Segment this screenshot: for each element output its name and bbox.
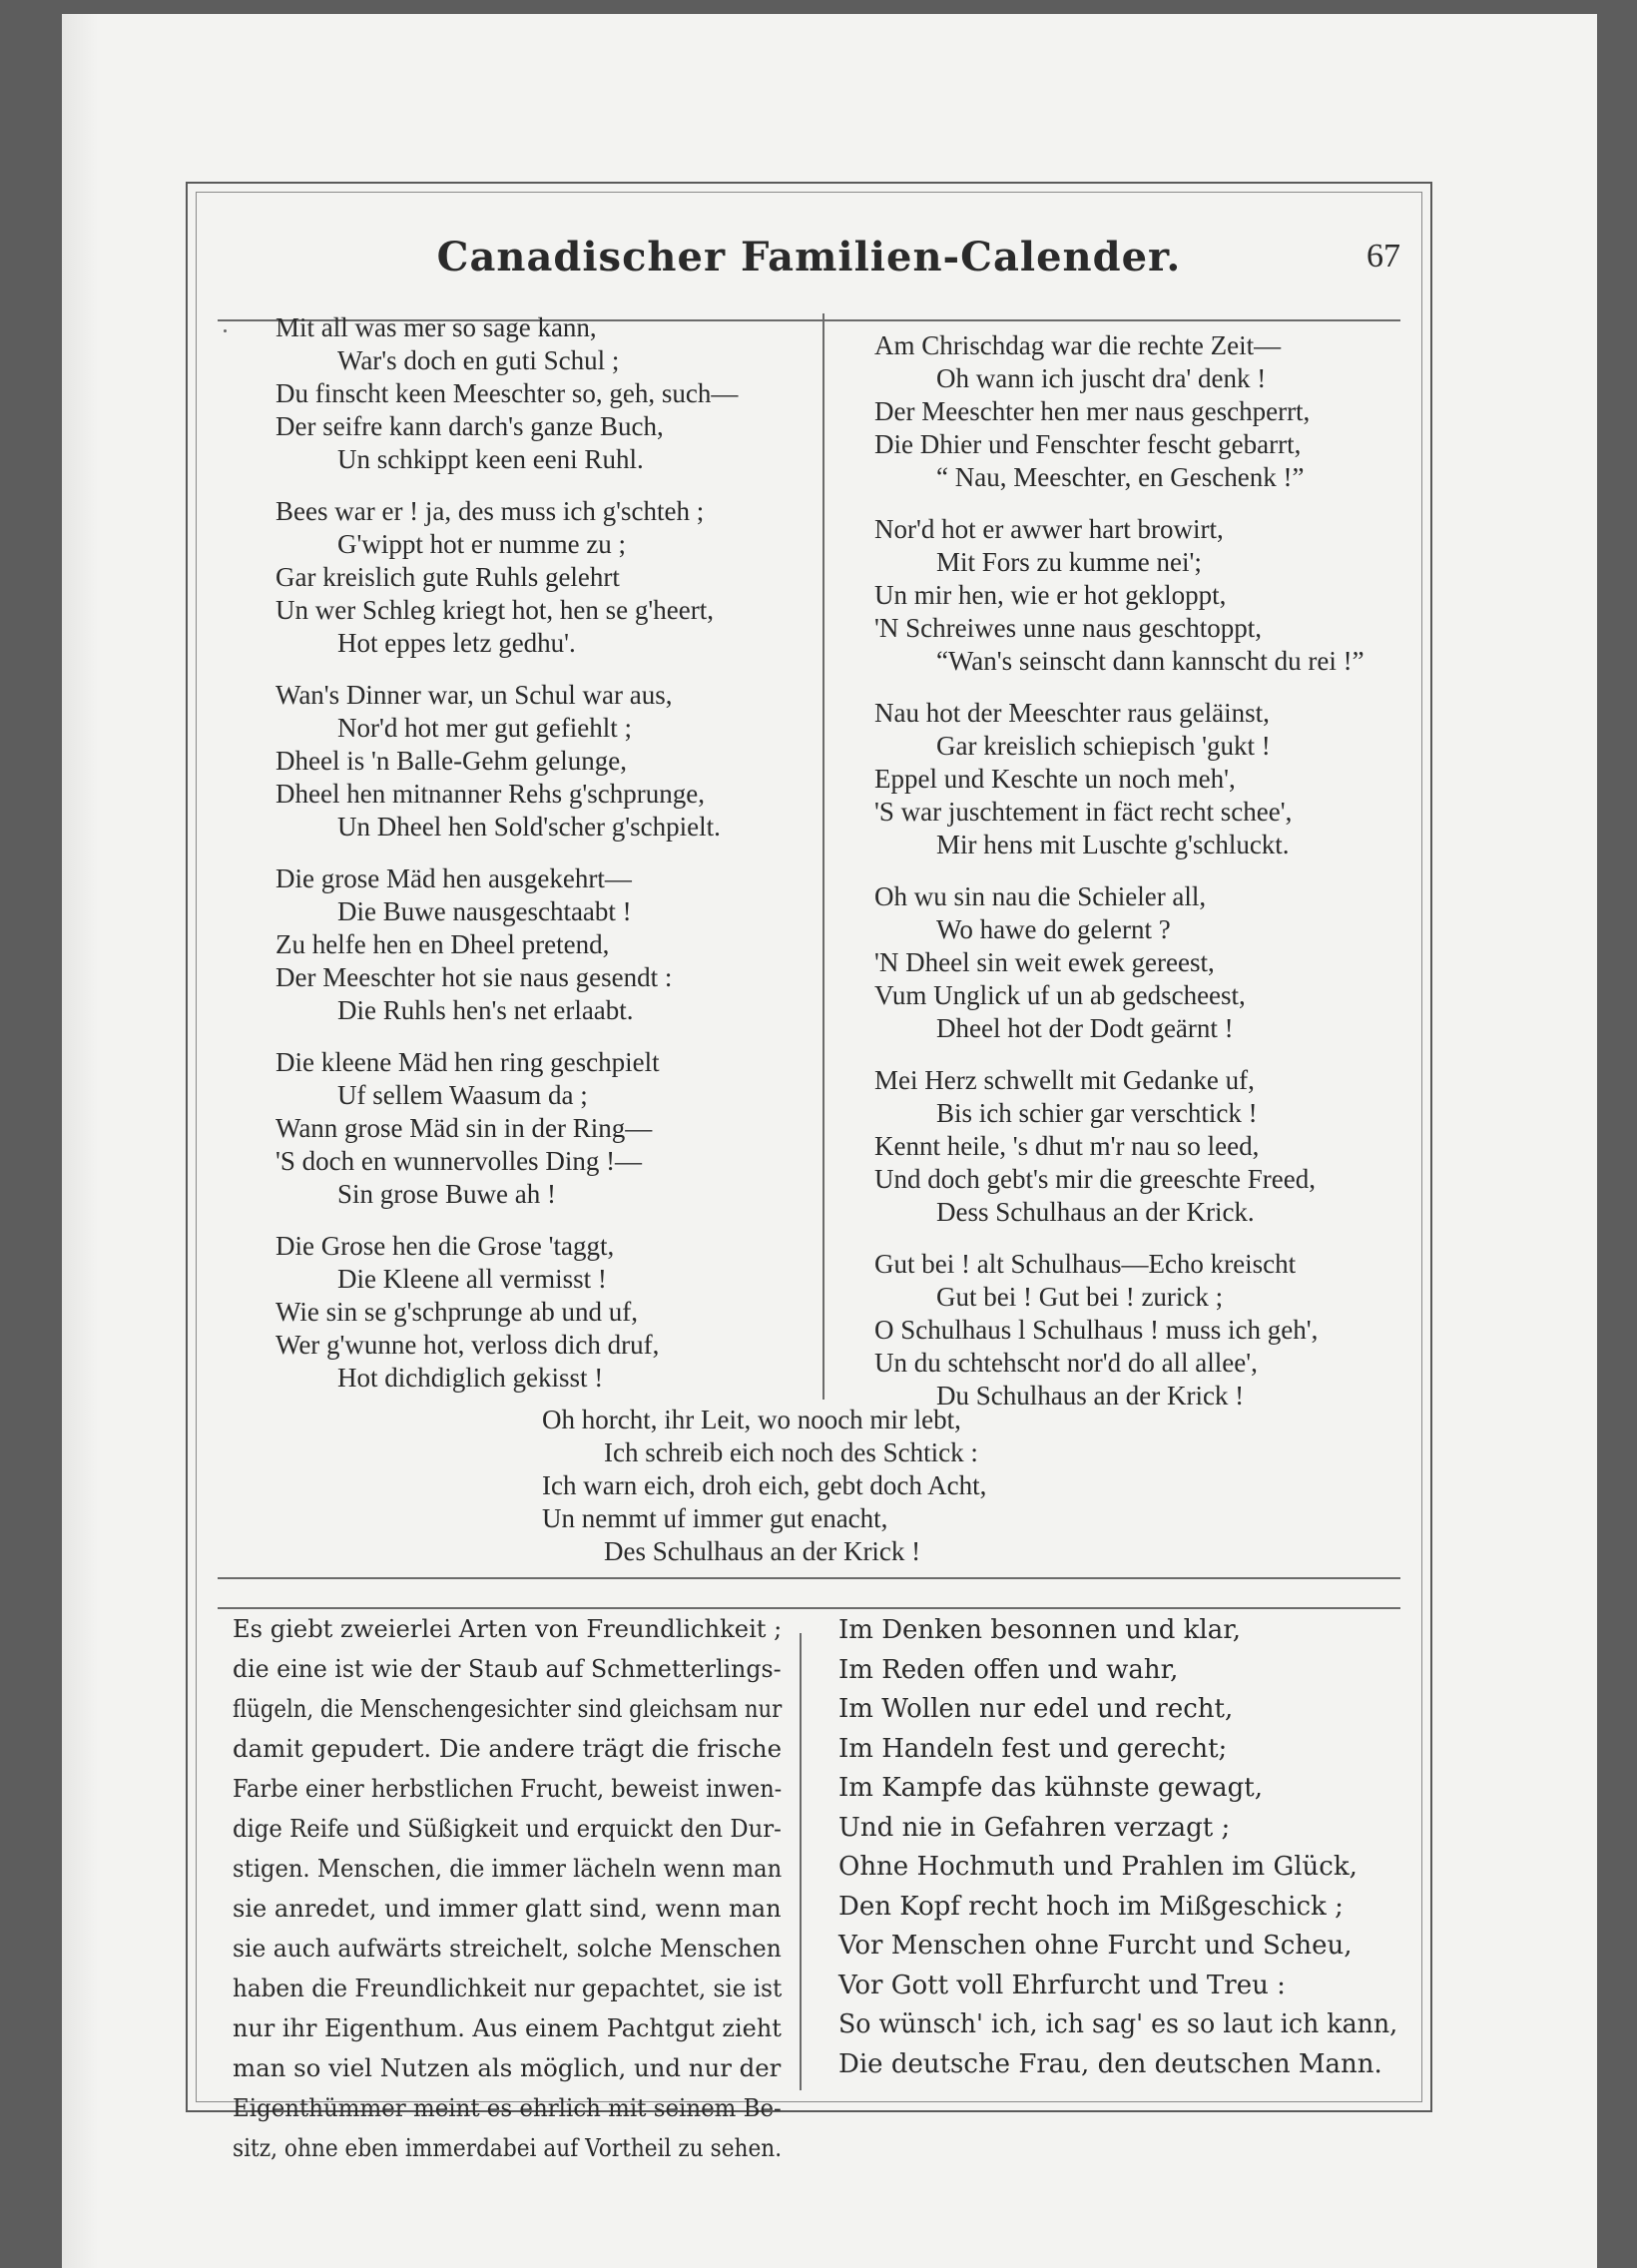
page-number: 67 <box>1366 238 1400 275</box>
poem-line: 'S war juschtement in fäct recht schee', <box>874 797 1293 827</box>
poem-line: Dheel is 'n Balle-Gehm gelunge, <box>275 746 628 776</box>
paragraph-line: flügeln, die Menschengesichter sind gleichsam nur <box>233 1694 783 1723</box>
stanza <box>874 1248 1403 1413</box>
poem-line: Vor Menschen ohne Furcht und Scheu, <box>838 1931 1353 1961</box>
poem-line: Un schkippt keen eeni Ruhl. <box>337 444 644 474</box>
poem-right-column <box>874 329 1403 1431</box>
poem-line: Uf sellem Waasum da ; <box>337 1080 588 1110</box>
poem-line: “ Nau, Meeschter, en Geschenk !” <box>936 462 1305 492</box>
paragraph-line: Farbe einer herbstlichen Frucht, beweist inwen- <box>233 1774 783 1803</box>
poem-line: Ich warn eich, droh eich, gebt doch Acht, <box>542 1470 987 1500</box>
poem-line: Mei Herz schwellt mit Gedanke uf, <box>874 1065 1255 1095</box>
stanza <box>874 697 1403 861</box>
poem-line: Un wer Schleg kriegt hot, hen se g'heert, <box>275 595 714 625</box>
page-border-frame <box>186 182 1432 2162</box>
poem-line: Kennt heile, 's dhut m'r nau so leed, <box>874 1131 1260 1161</box>
poem-line: Im Reden offen und wahr, <box>838 1654 1179 1685</box>
poem-line: Gut bei ! alt Schulhaus—Echo kreischt <box>874 1249 1297 1279</box>
poem-line: War's doch en guti Schul ; <box>337 345 620 375</box>
poem-line: Wan's Dinner war, un Schul war aus, <box>275 680 673 710</box>
poem-line: 'S doch en wunnervolles Ding !— <box>275 1146 643 1176</box>
poem-line: Und nie in Gefahren verzagt ; <box>838 1812 1231 1843</box>
poem-line: Un nemmt uf immer gut enacht, <box>542 1503 888 1533</box>
paragraph-line: man so viel Nutzen als möglich, und nur der <box>233 2053 782 2082</box>
poem-line: O Schulhaus l Schulhaus ! muss ich geh', <box>874 1315 1319 1345</box>
poem-line: Oh wu sin nau die Schieler all, <box>874 881 1207 911</box>
poem-line: Wann grose Mäd sin in der Ring— <box>275 1113 653 1143</box>
bottom-column-divider <box>800 1633 802 2090</box>
stanza <box>275 495 805 660</box>
paragraph-line: Eigenthümmer meint es ehrlich mit seinem Be- <box>233 2093 782 2122</box>
poem-line: Der Meeschter hen mer naus geschperrt, <box>874 396 1311 426</box>
paragraph-line: die eine ist wie der Staub auf Schmetterlings- <box>233 1654 782 1683</box>
poem-line: Hot dichdiglich gekisst ! <box>337 1363 604 1393</box>
poem-line: Die kleene Mäd hen ring geschpielt <box>275 1047 660 1077</box>
poem-line: Gut bei ! Gut bei ! zurick ; <box>936 1282 1224 1312</box>
poem-line: Gar kreislich schiepisch 'gukt ! <box>936 731 1271 761</box>
paragraph-line: haben die Freundlichkeit nur gepachtet, sie ist <box>233 1974 783 2002</box>
print-speck <box>224 329 227 332</box>
poem-line: Die grose Mäd hen ausgekehrt— <box>275 863 632 893</box>
stanza <box>874 513 1403 678</box>
stanza <box>275 1230 805 1395</box>
paragraph-line: dige Reife und Süßigkeit und erquickt den Dur- <box>233 1814 782 1843</box>
poem-line: Im Kampfe das kühnste gewagt, <box>838 1773 1264 1803</box>
stanza <box>275 311 805 476</box>
poem-line: So wünsch' ich, ich sag' es so laut ich kann, <box>838 2009 1398 2039</box>
stanza <box>874 329 1403 494</box>
calendar-title: Canadischer Familien-Calender. <box>436 234 1182 281</box>
virtue-poem <box>838 1611 1397 2084</box>
poem-line: Bis ich schier gar verschtick ! <box>936 1098 1258 1128</box>
poem-line: Du Schulhaus an der Krick ! <box>936 1381 1245 1411</box>
poem-line: Vum Unglick uf un ab gedscheest, <box>874 980 1246 1010</box>
paragraph-line: nur ihr Eigenthum. Aus einem Pachtgut zieht <box>233 2013 782 2042</box>
poem-line: Im Denken besonnen und klar, <box>838 1615 1242 1645</box>
stanza <box>874 880 1403 1045</box>
paragraph-line: damit gepudert. Die andere trägt die frische <box>233 1734 783 1763</box>
poem-final-stanza <box>542 1404 1061 1568</box>
poem-line: Vor Gott voll Ehrfurcht und Treu : <box>838 1970 1286 2000</box>
poem-line: Nor'd hot mer gut gefiehlt ; <box>337 713 633 743</box>
poem-column-divider <box>822 313 824 1400</box>
friendliness-paragraph <box>233 1609 782 2168</box>
paragraph-line: stigen. Menschen, die immer lächeln wenn man <box>233 1854 783 1883</box>
poem-line: Mit all was mer so sage kann, <box>275 312 597 342</box>
poem-line: Den Kopf recht hoch im Mißgeschick ; <box>838 1891 1344 1922</box>
poem-line: Dheel hot der Dodt geärnt ! <box>936 1013 1234 1043</box>
poem-line: Am Chrischdag war die rechte Zeit— <box>874 330 1282 360</box>
stanza <box>275 1046 805 1211</box>
poem-line: Oh wann ich juscht dra' denk ! <box>936 363 1267 393</box>
poem-line: Bees war er ! ja, des muss ich g'schteh ; <box>275 496 705 526</box>
poem-line: Die Dhier und Fenschter fescht gebarrt, <box>874 429 1302 459</box>
poem-line: Un du schtehscht nor'd do all allee', <box>874 1348 1258 1378</box>
poem-line: Nau hot der Meeschter raus geläinst, <box>874 698 1270 728</box>
poem-line: Die Kleene all vermisst ! <box>337 1264 607 1294</box>
poem-line: Un mir hen, wie er hot gekloppt, <box>874 580 1227 610</box>
poem-left-column <box>275 311 805 1414</box>
poem-line: Oh horcht, ihr Leit, wo nooch mir lebt, <box>542 1405 961 1434</box>
poem-line: Mir hens mit Luschte g'schluckt. <box>936 830 1290 859</box>
paragraph-line: sitz, ohne eben immerdabei auf Vortheil zu sehen. <box>233 2133 783 2162</box>
poem-line: Du finscht keen Meeschter so, geh, such— <box>275 378 739 408</box>
poem-line: Und doch gebt's mir die greeschte Freed, <box>874 1164 1316 1194</box>
poem-line: Gar kreislich gute Ruhls gelehrt <box>275 562 620 592</box>
poem-line: 'N Dheel sin weit ewek gereest, <box>874 947 1215 977</box>
poem-line: Im Wollen nur edel und recht, <box>838 1694 1234 1724</box>
stanza <box>874 1064 1403 1229</box>
poem-line: Wie sin se g'schprunge ab und uf, <box>275 1297 638 1327</box>
poem-line: Mit Fors zu kumme nei'; <box>936 547 1202 577</box>
poem-line: Dheel hen mitnanner Rehs g'schprunge, <box>275 779 705 809</box>
poem-line: Die Ruhls hen's net erlaabt. <box>337 995 634 1025</box>
poem-line: Zu helfe hen en Dheel pretend, <box>275 929 610 959</box>
page-header <box>188 234 1430 293</box>
paragraph-line: sie auch aufwärts streichelt, solche Menschen <box>233 1934 782 1963</box>
poem-line: Hot eppes letz gedhu'. <box>337 628 576 658</box>
poem-line: Ohne Hochmuth und Prahlen im Glück, <box>838 1852 1358 1882</box>
poem-line: Die deutsche Frau, den deutschen Mann. <box>838 2048 1382 2079</box>
poem-line: Wo hawe do gelernt ? <box>936 914 1171 944</box>
poem-line: Im Handeln fest und gerecht; <box>838 1733 1228 1764</box>
poem-line: Des Schulhaus an der Krick ! <box>604 1536 921 1566</box>
poem-line: Der seifre kann darch's ganze Buch, <box>275 411 664 441</box>
section-rule-top <box>218 1577 1400 1579</box>
poem-line: Ich schreib eich noch des Schtick : <box>604 1437 978 1467</box>
poem-line: Un Dheel hen Sold'scher g'schpielt. <box>337 812 721 842</box>
poem-line: G'wippt hot er numme zu ; <box>337 529 627 559</box>
paragraph-line: sie anredet, und immer glatt sind, wenn man <box>233 1894 782 1923</box>
poem-line: Dess Schulhaus an der Krick. <box>936 1197 1255 1227</box>
stanza <box>275 679 805 844</box>
page-edge-shadow <box>62 14 98 2268</box>
poem-line: Die Buwe nausgeschtaabt ! <box>337 896 632 926</box>
poem-line: Wer g'wunne hot, verloss dich druf, <box>275 1330 660 1360</box>
poem-line: Nor'd hot er awwer hart browirt, <box>874 514 1224 544</box>
poem-line: 'N Schreiwes unne naus geschtoppt, <box>874 613 1263 643</box>
poem-line: Eppel und Keschte un noch meh', <box>874 764 1236 794</box>
poem-line: Der Meeschter hot sie naus gesendt : <box>275 962 673 992</box>
poem-line: “Wan's seinscht dann kannscht du rei !” <box>936 646 1364 676</box>
poem-line: Die Grose hen die Grose 'taggt, <box>275 1231 615 1261</box>
poem-line: Sin grose Buwe ah ! <box>337 1179 556 1209</box>
paragraph-line: Es giebt zweierlei Arten von Freundlichkeit ; <box>233 1614 783 1643</box>
stanza <box>275 862 805 1027</box>
